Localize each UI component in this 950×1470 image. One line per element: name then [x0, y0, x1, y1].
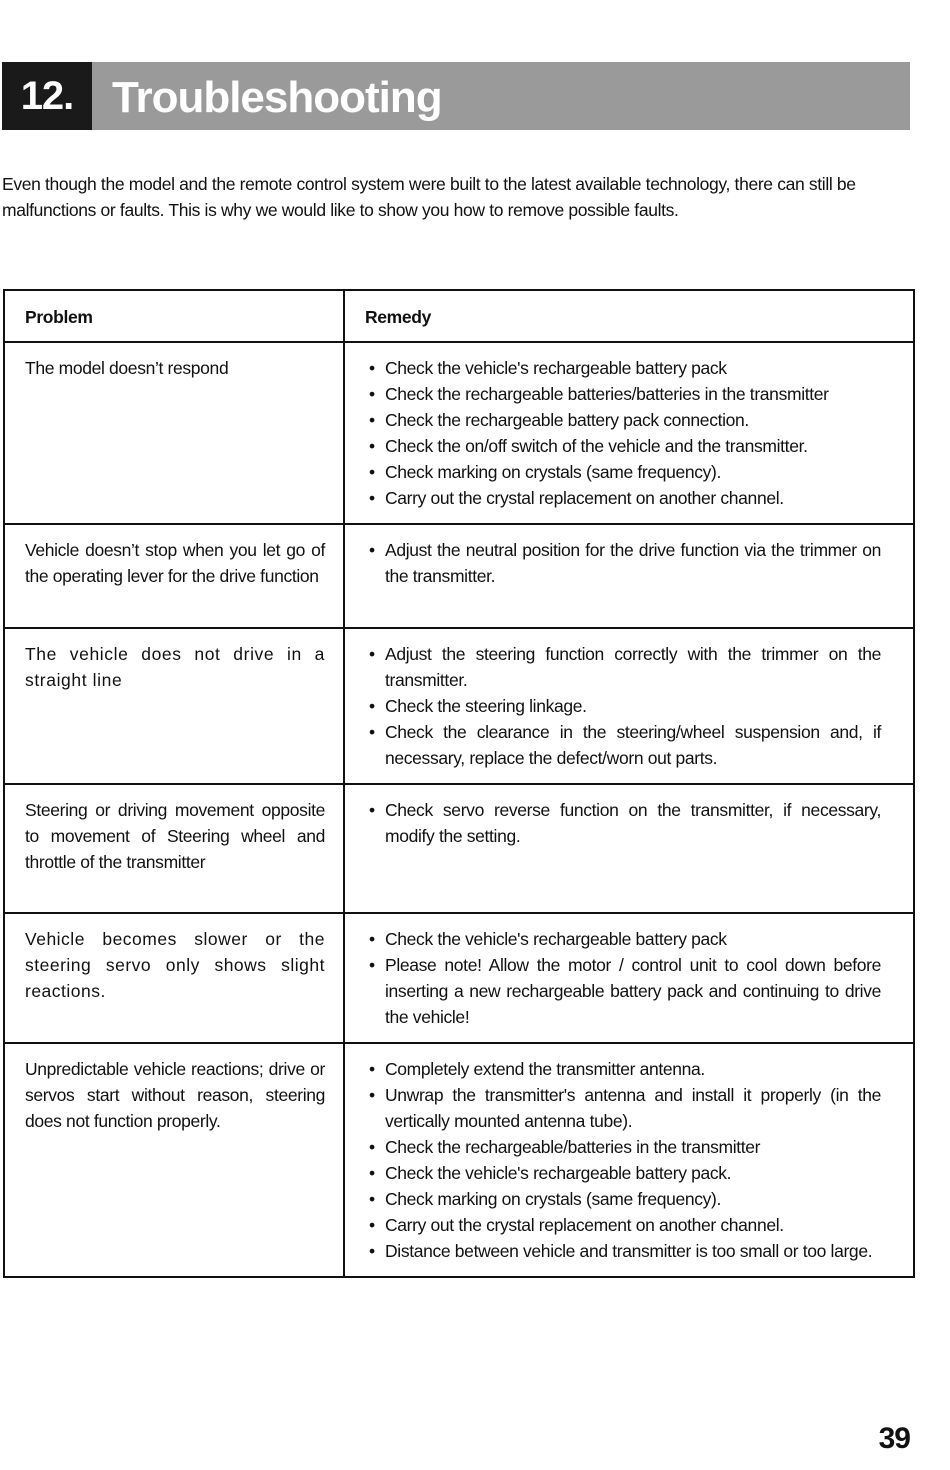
remedy-cell [344, 1043, 914, 1277]
remedy-item: • Check the steering linkage. [369, 693, 881, 719]
remedy-item: • Check the clearance in the steering/wheel suspension and, if necessary, replace the defect/worn out parts. [369, 719, 881, 771]
remedy-cell [344, 342, 914, 524]
remedy-item: • Check the vehicle's rechargeable battery pack [369, 926, 881, 952]
remedy-item: • Unwrap the transmitter's antenna and install it properly (in the vertically mounted antenna tube). [369, 1082, 881, 1134]
table-row [4, 628, 914, 784]
remedy-list [369, 537, 881, 589]
remedy-column-header: Remedy [344, 290, 914, 342]
page-number: 39 [878, 1422, 910, 1455]
remedy-list [369, 797, 881, 849]
remedy-list [369, 355, 881, 511]
problem-cell: The vehicle does not drive in a straight line [4, 628, 344, 784]
table-row [4, 1043, 914, 1277]
table-row [4, 342, 914, 524]
remedy-item: • Adjust the steering function correctly with the trimmer on the transmitter. [369, 641, 881, 693]
problem-cell: Vehicle becomes slower or the steering servo only shows slight reactions. [4, 913, 344, 1043]
remedy-cell [344, 628, 914, 784]
section-title: Troubleshooting [112, 73, 442, 122]
table-body [4, 342, 914, 1277]
remedy-cell [344, 524, 914, 628]
remedy-item: • Carry out the crystal replacement on another channel. [369, 485, 881, 511]
remedy-item: • Adjust the neutral position for the drive function via the trimmer on the transmitter. [369, 537, 881, 589]
intro-paragraph: Even though the model and the remote control system were built to the latest available technology, there can still be malfunctions or faults. This is why we would like to show you how to remove possible faults. [2, 174, 856, 220]
remedy-item: • Check the rechargeable batteries/batteries in the transmitter [369, 381, 881, 407]
remedy-item: • Check the rechargeable/batteries in the transmitter [369, 1134, 881, 1160]
troubleshooting-table [3, 289, 915, 1278]
remedy-cell [344, 913, 914, 1043]
remedy-list [369, 1056, 881, 1264]
remedy-item: • Check the rechargeable battery pack connection. [369, 407, 881, 433]
remedy-list [369, 641, 881, 771]
remedy-item: • Check marking on crystals (same frequency). [369, 1186, 881, 1212]
table-row [4, 784, 914, 913]
table-row [4, 524, 914, 628]
remedy-item: • Please note! Allow the motor / control unit to cool down before inserting a new rechargeable battery pack and continuing to drive the vehicle! [369, 952, 881, 1030]
remedy-item: • Carry out the crystal replacement on another channel. [369, 1212, 881, 1238]
remedy-item: • Check marking on crystals (same frequency). [369, 459, 881, 485]
remedy-item: • Check servo reverse function on the transmitter, if necessary, modify the setting. [369, 797, 881, 849]
table-header-row [4, 290, 914, 342]
problem-cell: Steering or driving movement opposite to movement of Steering wheel and throttle of the transmitter [4, 784, 344, 913]
problem-cell: The model doesn’t respond [4, 342, 344, 524]
problem-cell: Vehicle doesn’t stop when you let go of the operating lever for the drive function [4, 524, 344, 628]
remedy-item: • Completely extend the transmitter antenna. [369, 1056, 881, 1082]
remedy-item: • Check the on/off switch of the vehicle and the transmitter. [369, 433, 881, 459]
remedy-item: • Distance between vehicle and transmitter is too small or too large. [369, 1238, 881, 1264]
table-row [4, 913, 914, 1043]
section-number: 12. [2, 62, 92, 130]
problem-cell: Unpredictable vehicle reactions; drive or servos start without reason, steering does not function properly. [4, 1043, 344, 1277]
remedy-list [369, 926, 881, 1030]
remedy-item: • Check the vehicle's rechargeable battery pack. [369, 1160, 881, 1186]
section-header [2, 62, 910, 130]
remedy-item: • Check the vehicle's rechargeable battery pack [369, 355, 881, 381]
problem-column-header: Problem [4, 290, 344, 342]
remedy-cell [344, 784, 914, 913]
